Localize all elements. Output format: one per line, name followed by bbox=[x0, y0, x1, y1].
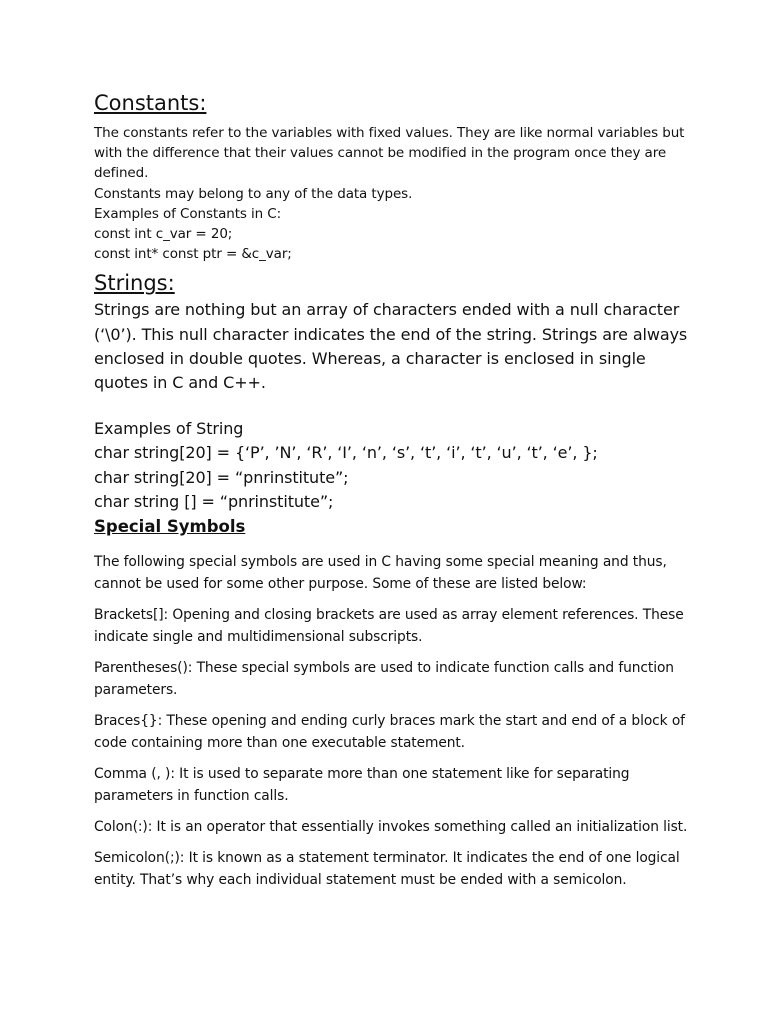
strings-heading: Strings: bbox=[94, 271, 175, 296]
constants-example-line: const int c_var = 20; bbox=[94, 226, 233, 243]
strings-examples-title: Examples of String bbox=[94, 419, 244, 439]
constants-examples-title: Examples of Constants in C: bbox=[94, 205, 282, 222]
strings-example-line: char string [] = “pnrinstitute”; bbox=[94, 491, 334, 511]
strings-example-line: char string[20] = “pnrinstitute”; bbox=[94, 467, 349, 487]
document-page bbox=[94, 90, 694, 900]
special-symbols-section bbox=[94, 551, 694, 891]
strings-example-line: char string[20] = {‘P’, ’N’, ‘R’, ‘I’, ‘n’, ‘s’, ‘t’, ‘i’, ‘t’, ‘u’, ‘t’, ‘e’, }; bbox=[94, 443, 598, 463]
strings-description: Strings are nothing but an array of characters ended with a null character (‘\0’). This null character indicates the end of the string. Strings are always enclosed in double quotes. Whereas, a character is enclosed in single quotes in C and C++. bbox=[94, 300, 688, 393]
constants-definition: The constants refer to the variables with fixed values. They are like normal variables but with the difference that their values cannot be modified in the program once they are defined. bbox=[94, 125, 685, 182]
constants-example-line: const int* const ptr = &c_var; bbox=[94, 246, 292, 263]
symbol-braces: Braces{}: These opening and ending curly braces mark the start and end of a block of code containing more than one executable statement. bbox=[94, 713, 685, 752]
special-symbols-heading: Special Symbols bbox=[94, 517, 246, 537]
constants-heading: Constants: bbox=[94, 91, 207, 115]
symbol-colon: Colon(:): It is an operator that essentially invokes something called an initialization list. bbox=[94, 819, 688, 836]
constants-section bbox=[94, 123, 694, 264]
strings-section bbox=[94, 298, 694, 514]
symbol-parentheses: Parentheses(): These special symbols are used to indicate function calls and function parameters. bbox=[94, 660, 674, 699]
symbol-comma: Comma (, ): It is used to separate more than one statement like for separating parameters in function calls. bbox=[94, 766, 630, 805]
special-symbols-intro: The following special symbols are used in C having some special meaning and thus, cannot be used for some other purpose. Some of these are listed below: bbox=[94, 554, 667, 593]
symbol-semicolon: Semicolon(;): It is known as a statement terminator. It indicates the end of one logical entity. That’s why each individual statement must be ended with a semicolon. bbox=[94, 850, 680, 889]
symbol-brackets: Brackets[]: Opening and closing brackets are used as array element references. These indicate single and multidimensional subscripts. bbox=[94, 607, 684, 646]
constants-data-types: Constants may belong to any of the data types. bbox=[94, 185, 413, 202]
